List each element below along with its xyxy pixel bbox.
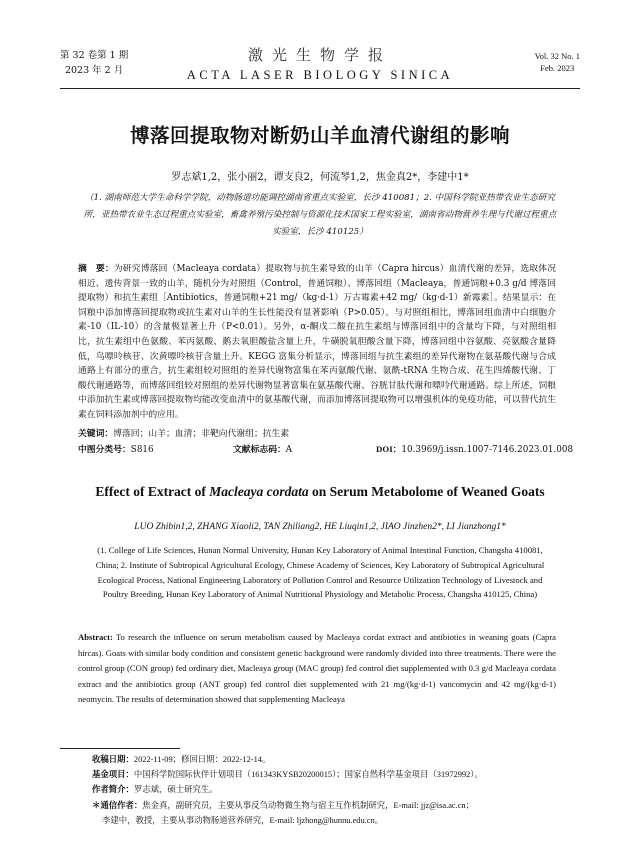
title-en <box>0 484 640 500</box>
abstract-en-text: To research the influence on serum metabolism caused by Macleaya cordat extract and antibiotics in weaning goats (Capra hircas). Goats with similar body condition and consistent genetic background were randomly divided into three treatments. There were the control group (CON group) fed ordinary diet, Macleaya group (MAC group) fed control diet supplemented with 0.3 g/d Macleaya cordata extract and the antibiotics group (ANT group) fed control diet supplemented with 21 mg/(kg·d-1) vancomycin and 42 mg/(kg·d-1) neomycin. The results of determination showed that supplementing Macleaya <box>78 632 556 704</box>
doc-code-label: 文献标志码： <box>233 445 286 455</box>
corr-value-1: 焦金真，副研究员，主要从事反刍动物微生物与宿主互作机制研究，E-mail: jjz@isa.ac.cn； <box>142 800 474 810</box>
received-value: 2022-11-09；修回日期：2022-12-14。 <box>133 755 271 764</box>
journal-header <box>60 40 580 90</box>
corr-value-2: 李建中，教授，主要从事动物肠道营养研究，E-mail: ljzhong@hunnu.edu.cn。 <box>102 815 384 825</box>
authors-cn: 罗志斌1,2，张小丽2，谭支良2，何流琴1,2，焦金真2*，李建中1* <box>171 172 469 183</box>
classification-row <box>78 442 574 458</box>
journal-name-cn: 激光生物学报 <box>247 46 392 64</box>
header-rule <box>60 88 580 89</box>
title-en-species: Macleaya cordata <box>209 484 309 499</box>
keywords-cn-label: 关键词： <box>78 429 114 439</box>
doi-label: DOI： <box>376 444 402 454</box>
affiliation-cn: （1. 湖南师范大学生命科学学院，动物肠道功能调控湖南省重点实验室，长沙 410081；2. 中国科学院亚热带农业生态研究所，亚热带农业生态过程重点实验室，畜禽养殖污染控制与资源化技术国家工程实验室，湖南省动物营养生理与代谢过程重点实验室，长沙 410125） <box>83 193 557 237</box>
abstract-cn <box>78 262 556 423</box>
date-en: Feb. 2023 <box>540 63 575 73</box>
abstract-cn-text: 为研究博落回（Macleaya cordata）提取物与抗生素导致的山羊（Capra hircus）血清代谢的差异，选取体况相近、遗传背景一致的山羊，随机分为对照组（Control，普通饲粮）、博落回组（Macleaya，普通饲粮+0.3 g/d 博落回提取物）和抗生素组［Antibiotics，普通饲粮+21 mg/（kg·d-1）万古霉素+42 mg/（kg·d-1）新霉素］。结果显示：在饲粮中添加博落回提取物或抗生素对山羊的生长性能没有显著影响（P>0.05）。与对照组相比，博落回组血清中白细胞介素-10（IL-10）的含量极显著上升（P<0.01）。另外，α-酮戊二酸在抗生素组与博落回组中的含量均下降，与对照组相比，抗生素组中色氨酸、苯丙氨酸、鹅去氧胆酸盐含量上升，牛磺脱氧胆酸含量下降，博落回组中谷氨酸、亮氨酸含量降低，鸟嘌呤核苷、次黄嘌呤核苷含量上升。KEGG 富集分析显示，博落回组与抗生素组的差异代谢物在氨基酸代谢与合成通路上有部分的重合，抗生素组较对照组的差异代谢物富集在苯丙氨酸代谢、氨酰-tRNA 生物合成、花生四烯酸代谢、丁酸代谢通路等，而博落回组较对照组的差异代谢物显著富集在氨基酸代谢、谷胱甘肽代谢和嘌呤代谢通路。综上所述，饲粮中添加抗生素或博落回提取物均能改变血清中的氨基酸代谢，而添加博落回提取物可以增强机体的免疫功能，可以替代抗生素在饲料添加剂中的应用。 <box>78 264 556 420</box>
footnote-fund <box>92 767 570 782</box>
doi-value: 10.3969/j.issn.1007-7146.2023.01.008 <box>401 445 574 455</box>
journal-name-en: ACTA LASER BIOLOGY SINICA <box>186 68 454 82</box>
footnote-corresponding-2 <box>92 813 570 828</box>
received-label: 收稿日期： <box>92 754 134 764</box>
bio-value: 罗志斌，硕士研究生。 <box>133 785 218 795</box>
fund-label: 基金项目： <box>92 769 134 780</box>
footnote-corresponding <box>92 798 570 813</box>
affiliation-en: (1. College of Life Sciences, Hunan Normal University, Hunan Key Laboratory of Animal Intestinal Function, Changsha 410081, China; 2. Institute of Subtropical Agricultural Ecology, Chinese Academy of Sciences, Key Laboratory of Subtropical Agricultural Ecological Process, National Engineering Laboratory of Pollution Control and Resource Utilization Technology of Livestock and Poultry Breeding, Hunan Key Laboratory of Animal Nutritional Physiology and Metabolic Process, Changsha 410125, China) <box>95 545 545 600</box>
clc-value: S816 <box>130 445 154 455</box>
authors-en: LUO Zhibin1,2, ZHANG Xiaoli2, TAN Zhiliang2, HE Liuqin1,2, JIAO Jinzhen2*, LI Jianzhong1* <box>134 522 506 532</box>
clc-group <box>78 442 154 455</box>
doc-code-value: A <box>285 445 293 455</box>
title-cn: 博落回提取物对断奶山羊血清代谢组的影响 <box>129 124 510 147</box>
keywords-cn-text: 博落回；山羊；血清；非靶向代谢组；抗生素 <box>113 429 290 439</box>
volume-cn: 第 32 卷第 1 期 <box>60 50 129 61</box>
keywords-cn <box>78 426 556 439</box>
abstract-en-label: Abstract: <box>78 632 113 642</box>
footnote-bio <box>92 782 570 797</box>
bio-label: 作者简介： <box>92 784 134 795</box>
footnote-received <box>92 752 570 767</box>
footnotes <box>92 752 570 828</box>
volume-en: Vol. 32 No. 1 <box>534 51 580 61</box>
abstract-cn-label: 摘 要： <box>78 264 114 274</box>
header-center <box>60 44 580 83</box>
doi-group <box>376 442 573 455</box>
corr-label: ＊通信作者： <box>92 799 143 810</box>
clc-label: 中图分类号： <box>78 445 131 455</box>
footnote-rule <box>60 748 180 749</box>
title-en-prefix: Effect of Extract of <box>95 484 210 499</box>
abstract-en <box>78 630 556 708</box>
doc-code-group <box>233 442 292 455</box>
date-cn: 2023 年 2 月 <box>64 65 124 76</box>
header-right <box>535 50 580 74</box>
title-en-suffix: on Serum Metabolome of Weaned Goats <box>308 484 545 499</box>
fund-value: 中国科学院国际伙伴计划项目（161343KYSB20200015）；国家自然科学基金项目（31972992）。 <box>133 770 483 780</box>
